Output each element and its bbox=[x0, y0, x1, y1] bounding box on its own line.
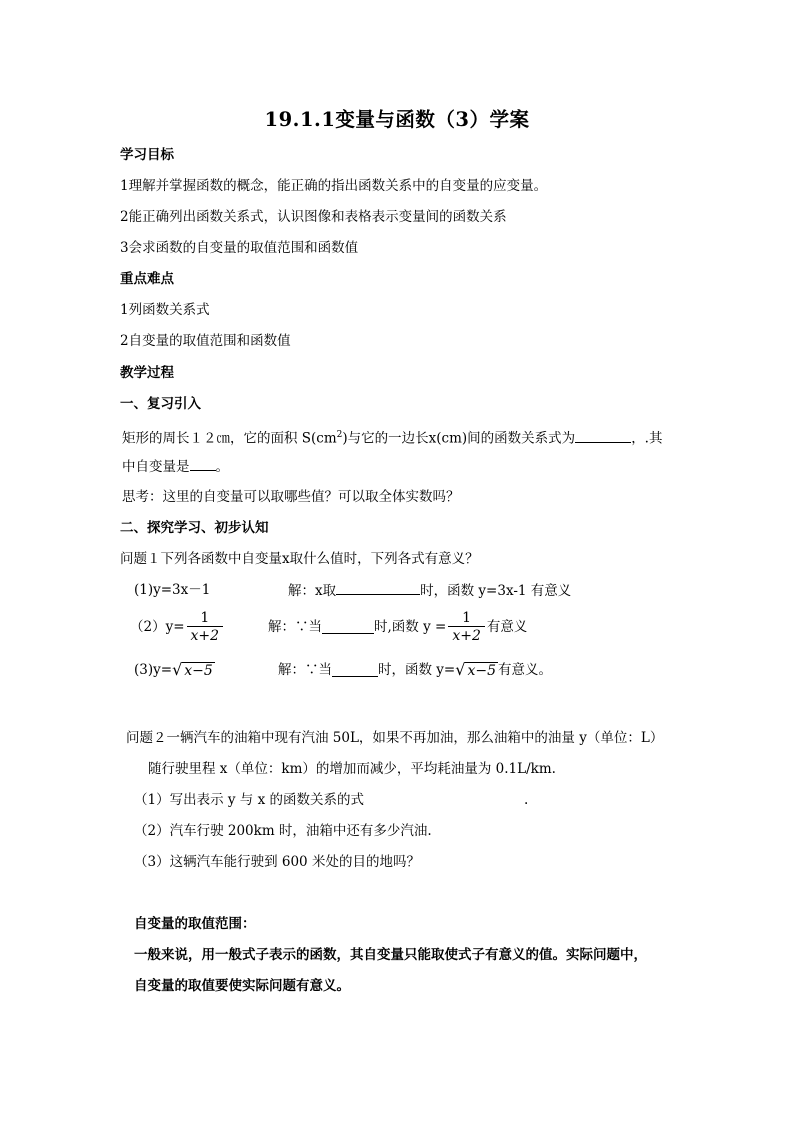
fraction-numerator: 1 bbox=[200, 609, 210, 626]
review-heading: 一、复习引入 bbox=[120, 396, 201, 412]
q1-item-2-sol-a: 解：∵当 bbox=[268, 619, 322, 635]
question-2-sub-3: （3）这辆汽车能行驶到 600 米处的目的地吗？ bbox=[134, 854, 420, 870]
fraction-denominator: x+2 bbox=[190, 627, 220, 644]
key-points-heading: 重点难点 bbox=[120, 271, 174, 287]
fraction-denominator: x+2 bbox=[452, 627, 481, 644]
q1-item-1-solution bbox=[288, 581, 571, 600]
question-2-line-2: 随行驶里程 x（单位：km）的增加而减少，平均耗油量为 0.1L/km. bbox=[148, 761, 556, 777]
objectives-heading: 学习目标 bbox=[120, 147, 174, 163]
radicand: x−5 bbox=[467, 663, 496, 679]
question-2-sub-1 bbox=[134, 791, 528, 809]
answer-blank-q1-1[interactable] bbox=[336, 581, 420, 595]
process-heading: 教学过程 bbox=[120, 365, 174, 381]
square-root bbox=[172, 661, 215, 679]
question-2-sub-2: （2）汽车行驶 200km 时，油箱中还有多少汽油. bbox=[134, 823, 432, 839]
objective-item-1: 1理解并掌握函数的概念，能正确的指出函数关系中的自变量的应变量。 bbox=[120, 178, 548, 194]
q1-item-1-sol-a: 解：x取 bbox=[288, 583, 337, 599]
key-point-item-1: 1列函数关系式 bbox=[120, 302, 210, 318]
key-point-item-2: 2自变量的取值范围和函数值 bbox=[120, 333, 291, 349]
explore-heading: 二、探究学习、初步认知 bbox=[120, 520, 269, 536]
q1-item-3-sol-b: 时，函数 y= bbox=[378, 662, 456, 678]
q1-item-2-sol-b: 时,函数 y = bbox=[374, 619, 447, 635]
q1-item-2-sol-c: 有意义 bbox=[486, 619, 528, 635]
domain-text-line-1: 一般来说，用一般式子表示的函数，其自变量只能取使式子有意义的值。实际问题中， bbox=[134, 947, 647, 963]
q1-item-2-label-text: （2）y= bbox=[130, 619, 185, 635]
answer-blank-relation[interactable] bbox=[575, 429, 631, 443]
q1-item-3-sol-a: 解：∵当 bbox=[278, 662, 332, 678]
objective-item-2: 2能正确列出函数关系式，认识图像和表格表示变量间的函数关系 bbox=[120, 209, 507, 225]
review-question-line-2 bbox=[122, 457, 229, 476]
review-text-c: ，.其 bbox=[631, 430, 663, 447]
review-text-a: 矩形的周长１２㎝，它的面积 S(cm bbox=[122, 430, 337, 447]
page-title: 19.1.1变量与函数（3）学案 bbox=[264, 108, 530, 131]
domain-text-line-2: 自变量的取值要使实际问题有意义。 bbox=[134, 978, 350, 994]
q2-sub-1-period: . bbox=[524, 792, 529, 808]
q1-item-2-label bbox=[130, 606, 225, 648]
question-2-line-1: 问题２一辆汽车的油箱中现有汽油 50L，如果不再加油，那么油箱中的油量 y（单位：L） bbox=[126, 730, 664, 746]
objective-item-3: 3会求函数的自变量的取值范围和函数值 bbox=[120, 240, 359, 256]
fraction bbox=[448, 610, 485, 645]
q1-item-3-label bbox=[134, 658, 215, 682]
q1-item-3-solution bbox=[278, 658, 552, 682]
radical-sign-icon: √ bbox=[172, 660, 183, 679]
review-think: 思考：这里的自变量可以取哪些值？可以取全体实数吗？ bbox=[122, 489, 460, 505]
q1-item-3-sol-c: 有意义。 bbox=[497, 662, 552, 678]
review-text-b: )与它的一边长x(cm)间的函数关系式为 bbox=[342, 430, 576, 447]
radical-sign-icon: √ bbox=[455, 660, 466, 679]
review-text-d: 中自变量是 bbox=[122, 459, 190, 475]
review-text-e: 。 bbox=[215, 459, 229, 475]
q1-item-1-sol-b: 时，函数 y=3x-1 有意义 bbox=[420, 583, 572, 599]
answer-blank-q1-3[interactable] bbox=[332, 663, 378, 677]
question-1: 问题１下列各函数中自变量x取什么值时，下列各式有意义？ bbox=[120, 551, 479, 567]
fraction-numerator: 1 bbox=[462, 609, 472, 626]
review-question-line-1 bbox=[122, 426, 662, 448]
q1-item-2-solution bbox=[268, 606, 527, 648]
domain-heading: 自变量的取值范围： bbox=[134, 916, 256, 932]
q1-item-1-label: (1)y=3x－1 bbox=[134, 582, 211, 598]
fraction bbox=[187, 610, 224, 645]
answer-blank-variable[interactable] bbox=[190, 457, 216, 471]
answer-blank-q1-2[interactable] bbox=[322, 620, 374, 634]
q1-item-3-label-text: (3)y= bbox=[134, 662, 173, 678]
q2-sub-1-text: （1）写出表示 y 与 x 的函数关系的式 bbox=[134, 792, 364, 808]
review-superscript: 2 bbox=[336, 430, 343, 440]
square-root bbox=[455, 661, 498, 679]
radicand: x−5 bbox=[184, 663, 213, 679]
